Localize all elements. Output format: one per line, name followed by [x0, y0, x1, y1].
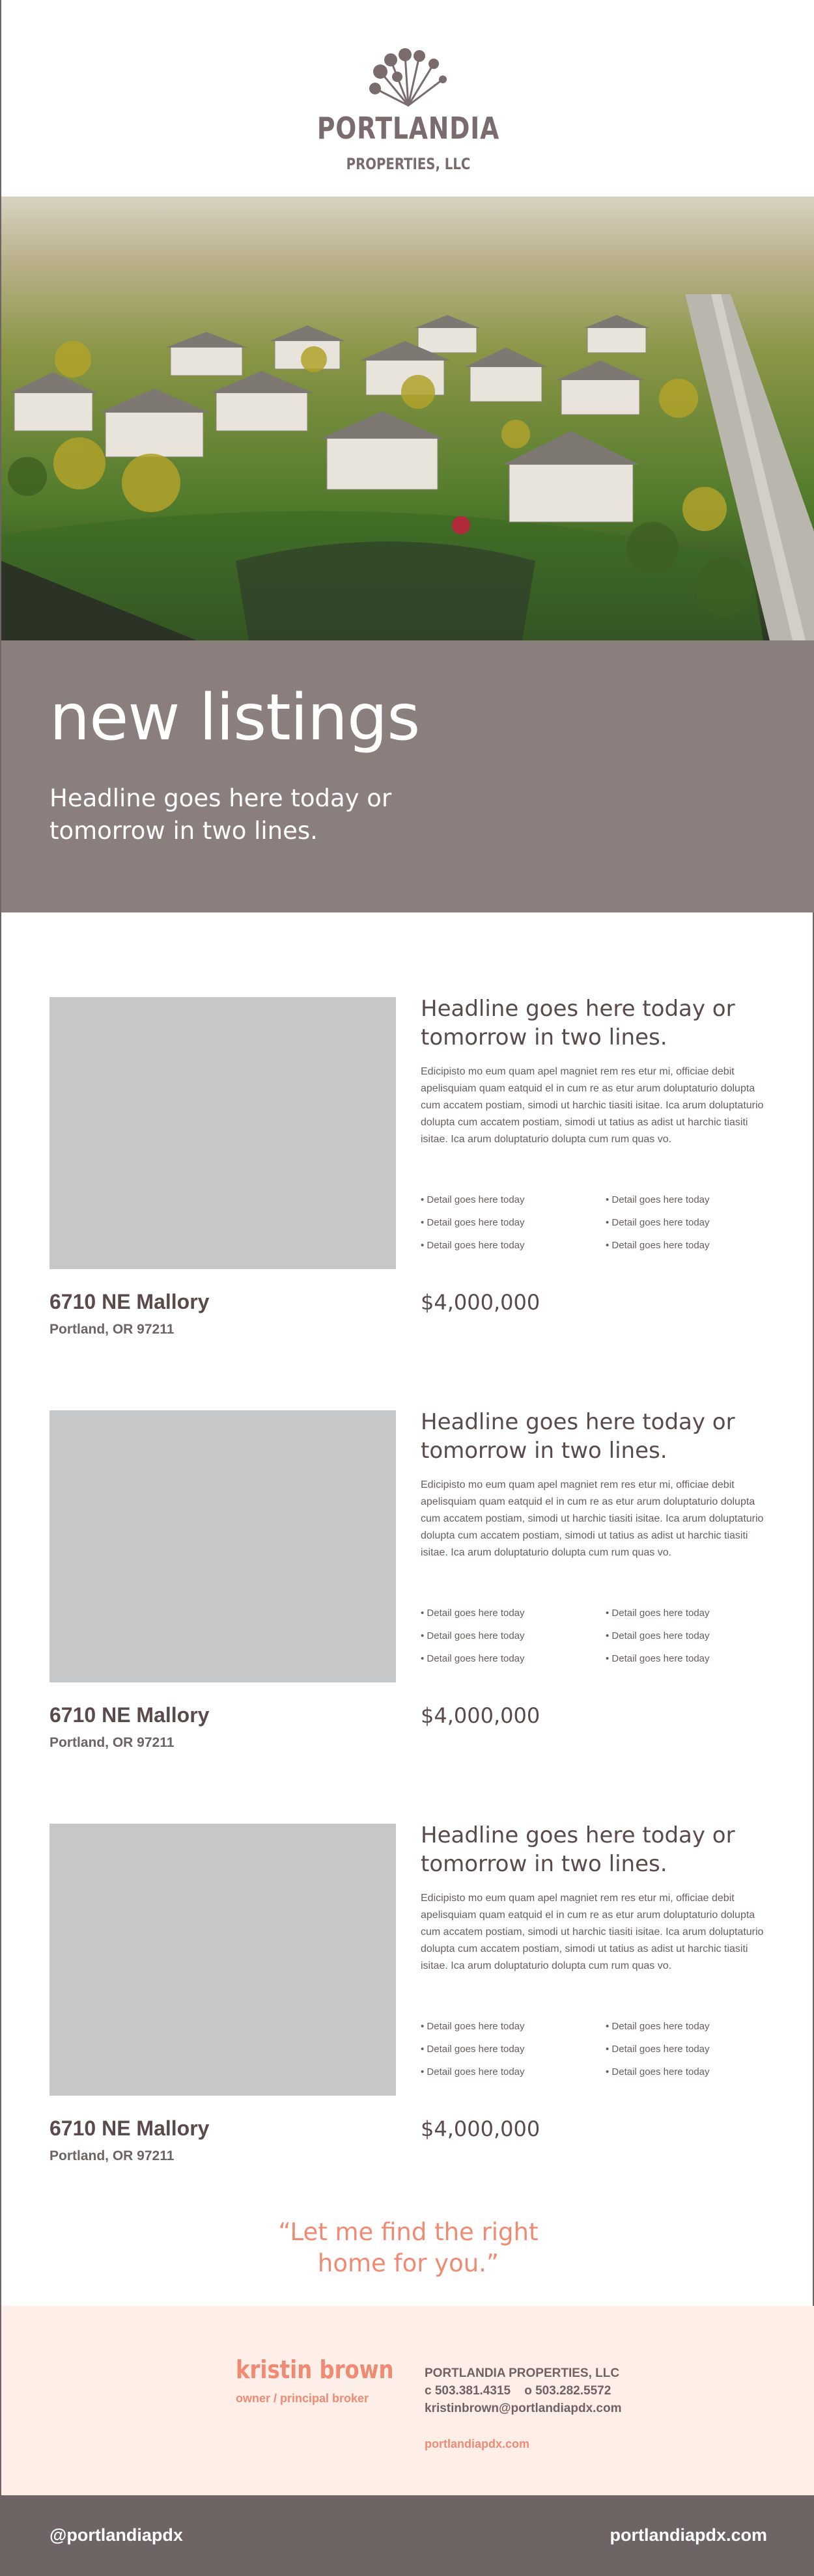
detail-item: • Detail goes here today [421, 1240, 525, 1251]
detail-item: • Detail goes here today [606, 1194, 710, 1205]
agent-role: owner / principal broker [236, 2392, 369, 2405]
banner-subtitle: Headline goes here today or tomorrow in two lines. [49, 784, 392, 845]
listing-details [421, 1192, 772, 1254]
listing-headline: Headline goes here today or tomorrow in two lines. [421, 1822, 735, 1877]
listing-body: Edicipisto mo eum quam apel magniet rem res etur mi, officiae debit apelisquiam quam eatquid el in cum re as etur arum doluptaturio dolupta cum accatem postiam, simodi ut harchic tiasiti isitae. Ica arum doluptaturio dolupta cum accatem postiam, simodi ut tatius as adist ut harchic tiasiti isitae. Ica arum doluptaturio dolupta cum rum quas vo. [421, 1066, 764, 1145]
agent-phones: c 503.381.4315 o 503.282.5572 [425, 2384, 611, 2398]
listing-address: 6710 NE Mallory [49, 1703, 210, 1727]
listing-photo-placeholder [49, 997, 396, 1269]
listing-details [421, 1606, 772, 1667]
listing-body: Edicipisto mo eum quam apel magniet rem res etur mi, officiae debit apelisquiam quam eatquid el in cum re as etur arum doluptaturio dolupta cum accatem postiam, simodi ut harchic tiasiti isitae. Ica arum doluptaturio dolupta cum accatem postiam, simodi ut tatius as adist ut harchic tiasiti isitae. Ica arum doluptaturio dolupta cum rum quas vo. [421, 1479, 764, 1558]
listing-city: Portland, OR 97211 [49, 1322, 175, 1337]
listing-card [1, 1824, 814, 2188]
detail-item: • Detail goes here today [606, 1630, 710, 1641]
header [1, 0, 814, 197]
footer-website-link[interactable]: portlandiapdx.com [610, 2525, 767, 2545]
listing-details [421, 2019, 772, 2080]
aerial-houses-illustration [1, 197, 814, 640]
social-handle-link[interactable]: @portlandiapdx [49, 2525, 183, 2545]
listing-address: 6710 NE Mallory [49, 1290, 210, 1313]
brand-subtitle: PROPERTIES, LLC [346, 155, 471, 173]
detail-item: • Detail goes here today [421, 2044, 525, 2055]
detail-item: • Detail goes here today [421, 1194, 525, 1205]
detail-item: • Detail goes here today [421, 1630, 525, 1641]
listing-headline: Headline goes here today or tomorrow in two lines. [421, 996, 735, 1050]
brand-name: PORTLANDIA [316, 111, 500, 146]
listing-photo-placeholder [49, 1824, 396, 2096]
listing-card [1, 1410, 814, 1775]
listing-address: 6710 NE Mallory [49, 2117, 210, 2140]
detail-item: • Detail goes here today [606, 2021, 710, 2032]
detail-item: • Detail goes here today [606, 2066, 710, 2077]
listing-body: Edicipisto mo eum quam apel magniet rem res etur mi, officiae debit apelisquiam quam eatquid el in cum re as etur arum doluptaturio dolupta cum accatem postiam, simodi ut harchic tiasiti isitae. Ica arum doluptaturio dolupta cum accatem postiam, simodi ut tatius as adist ut harchic tiasiti isitae. Ica arum doluptaturio dolupta cum rum quas vo. [421, 1893, 764, 1971]
detail-item: • Detail goes here today [421, 2021, 525, 2032]
detail-item: • Detail goes here today [606, 2044, 710, 2055]
agent-email[interactable]: kristinbrown@portlandiapdx.com [425, 2402, 622, 2415]
detail-item: • Detail goes here today [421, 1653, 525, 1664]
agent-name: kristin brown [236, 2355, 394, 2384]
listing-price: $4,000,000 [421, 1290, 540, 1315]
quote-text: “Let me find the right home for you.” [278, 2218, 539, 2277]
listing-price: $4,000,000 [421, 1703, 540, 1728]
detail-item: • Detail goes here today [606, 1240, 710, 1251]
detail-item: • Detail goes here today [421, 2066, 525, 2077]
listing-card [1, 997, 814, 1362]
listing-photo-placeholder [49, 1410, 396, 1682]
banner-title: new listings [49, 681, 420, 755]
detail-item: • Detail goes here today [606, 1653, 710, 1664]
dandelion-logo-icon [366, 46, 451, 107]
listing-city: Portland, OR 97211 [49, 2148, 175, 2163]
listing-price: $4,000,000 [421, 2117, 540, 2141]
agent-contact-block [1, 2306, 814, 2495]
agent-website-link[interactable]: portlandiapdx.com [425, 2437, 530, 2450]
listing-headline: Headline goes here today or tomorrow in two lines. [421, 1409, 735, 1464]
hero-neighborhood-photo [1, 197, 814, 640]
agent-info [425, 2364, 622, 2417]
detail-item: • Detail goes here today [606, 1608, 710, 1619]
detail-item: • Detail goes here today [421, 1217, 525, 1228]
agent-company: PORTLANDIA PROPERTIES, LLC [425, 2366, 620, 2380]
title-band [1, 640, 814, 912]
detail-item: • Detail goes here today [421, 1608, 525, 1619]
agent-quote [1, 2217, 814, 2279]
listing-city: Portland, OR 97211 [49, 1735, 175, 1750]
detail-item: • Detail goes here today [606, 1217, 710, 1228]
footer [1, 2495, 814, 2576]
